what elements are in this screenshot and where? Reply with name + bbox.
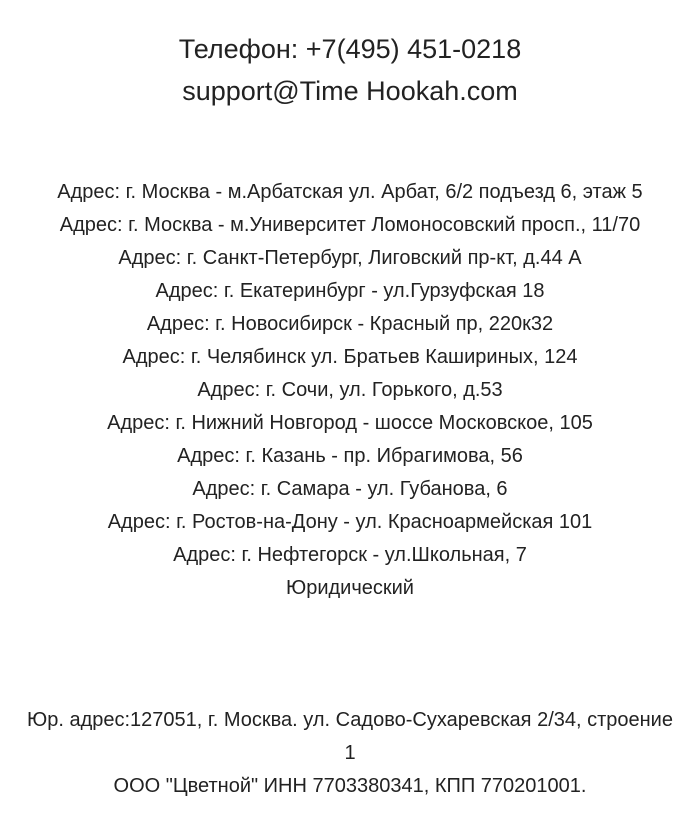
phone-link[interactable]: Телефон: +7(495) 451-0218 [178, 34, 522, 64]
contacts-block [0, 28, 700, 112]
email-link[interactable]: support@Time Hookah.com [182, 76, 518, 106]
address-ekaterinburg: Адрес: г. Екатеринбург - ул.Гурзуфская 18 [155, 280, 545, 302]
address-neftegorsk: Адрес: г. Нефтегорск - ул.Школьная, 7 [173, 544, 527, 566]
address-kazan: Адрес: г. Казань - пр. Ибрагимова, 56 [177, 445, 523, 467]
address-novosibirsk: Адрес: г. Новосибирск - Красный пр, 220к32 [146, 313, 554, 335]
address-samara: Адрес: г. Самара - ул. Губанова, 6 [192, 478, 508, 500]
address-nizhny-novgorod: Адрес: г. Нижний Новгород - шоссе Московское, 105 [107, 412, 593, 434]
legal-address: Юр. адрес:127051, г. Москва. ул. Садово-Сухаревская 2/34, строение 1 [27, 709, 673, 764]
address-rostov-on-don: Адрес: г. Ростов-на-Дону - ул. Красноармейская 101 [107, 511, 593, 533]
address-sochi: Адрес: г. Сочи, ул. Горького, д.53 [197, 379, 503, 401]
company-details: ООО "Цветной" ИНН 7703380341, КПП 770201001. [113, 775, 587, 797]
address-chelyabinsk: Адрес: г. Челябинск ул. Братьев Кашириных, 124 [122, 346, 578, 368]
address-moscow-arbat: Адрес: г. Москва - м.Арбатская ул. Арбат, 6/2 подъезд 6, этаж 5 [57, 181, 643, 203]
legal-heading: Юридический [286, 577, 414, 599]
address-moscow-universitet: Адрес: г. Москва - м.Университет Ломоносовский просп., 11/70 [59, 214, 641, 236]
legal-block [20, 704, 680, 803]
address-saint-petersburg: Адрес: г. Санкт-Петербург, Лиговский пр-кт, д.44 А [118, 247, 582, 269]
address-list [40, 176, 660, 605]
